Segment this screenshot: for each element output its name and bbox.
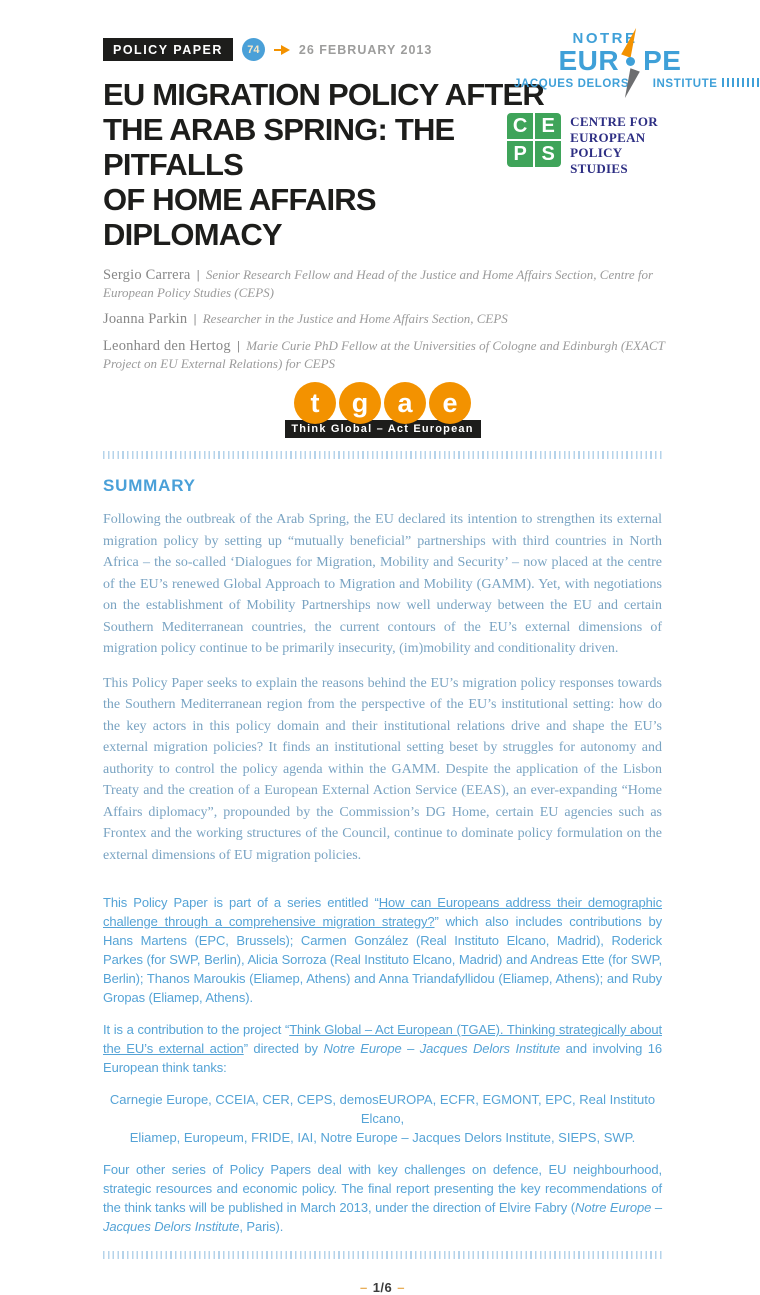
author-separator: | <box>196 267 200 282</box>
jacques-delors-institute-label: JACQUES DELORS INSTITUTE <box>514 78 726 90</box>
author-name: Leonhard den Hertog <box>103 338 231 354</box>
tgae-letter-a: a <box>384 382 426 424</box>
tgae-tagline: Think Global – Act European <box>285 420 481 438</box>
institute-name-italic: Notre Europe – Jacques Delors Institute <box>103 1200 662 1234</box>
series-paragraph-3: Four other series of Policy Papers deal with key challenges on defence, EU neighbourhood, strategic resources and economic policy. The final report presenting the key recommendations of the think tanks will be published in March 2013, under the direction of Elvire Fabry (Notre Europe – Jacques Delors Institute, Paris). <box>103 1162 662 1234</box>
title-line-1: EU MIGRATION POLICY AFTER <box>103 77 544 112</box>
arrow-icon <box>274 45 290 55</box>
footer-dash-right: – <box>397 1280 406 1295</box>
ceps-logo-text: CENTRE FOR EUROPEAN POLICY STUDIES <box>570 114 658 176</box>
author-separator: | <box>237 338 240 353</box>
author-entry <box>103 337 668 372</box>
page-title <box>103 77 548 252</box>
author-entry <box>103 310 668 328</box>
author-separator: | <box>193 311 197 326</box>
author-name: Joanna Parkin <box>103 311 188 327</box>
ceps-logo-square: C E P S <box>507 113 561 167</box>
tgae-letter-t: t <box>294 382 336 424</box>
series-title-link[interactable]: How can Europeans address their demographic challenge through a comprehensive migration strategy? <box>103 895 662 929</box>
think-tanks-line-1: Carnegie Europe, CCEIA, CER, CEPS, demosEUROPA, ECFR, EGMONT, EPC, Real Instituto Elcano, <box>109 1092 656 1126</box>
footer <box>103 1280 662 1295</box>
tgae-logo <box>285 382 481 438</box>
notre-europe-eur: EUR <box>558 45 620 76</box>
author-role: Researcher in the Justice and Home Affairs Section, CEPS <box>202 311 508 326</box>
policy-paper-page <box>18 0 742 1295</box>
think-tanks-list <box>103 1090 662 1147</box>
summary-heading: SUMMARY <box>103 476 196 495</box>
author-role: Marie Curie PhD Fellow at the Universities of Cologne and Edinburgh (EXACT Project on EU External Relations) for CEPS <box>103 338 665 371</box>
notre-europe-logo-top: NOTRE <box>572 30 638 47</box>
title-line-2: THE ARAB SPRING: THE PITFALLS <box>103 112 455 182</box>
issue-number-badge: 74 <box>242 38 265 61</box>
series-paragraph-1: This Policy Paper is part of a series entitled “How can Europeans address their demographic challenge through a comprehensive migration strategy?” which also includes contributions by Hans Martens (EPC, Brussels); Carmen González (Real Instituto Elcano, Madrid), Roderick Parkes (for SWP, Berlin), Alicia Sorroza (Real Instituto Elcano, Madrid) and Andreas Ette (for SWP, Berlin); Thanos Maroukis (Eliamep, Athens) and Anna Triandafyllidou (Eliamep, Athens); and Ruby Gropas (Eliamep, Athens). <box>103 895 662 1005</box>
notre-europe-logo-main <box>514 47 726 75</box>
notre-europe-pe: PE <box>643 45 682 76</box>
compass-icon <box>619 49 643 73</box>
author-role: Senior Research Fellow and Head of the Justice and Home Affairs Section, Centre for European Policy Studies (CEPS) <box>103 267 654 300</box>
notre-europe-logo <box>514 30 726 90</box>
institute-name-italic: Notre Europe – Jacques Delors Institute <box>323 1041 561 1056</box>
tgae-letter-e: e <box>429 382 471 424</box>
tgae-project-link[interactable]: Think Global – Act European (TGAE). Thinking strategically about the EU’s external action <box>103 1022 662 1056</box>
series-paragraph-2: It is a contribution to the project “Think Global – Act European (TGAE). Thinking strategically about the EU’s external action” directed by Notre Europe – Jacques Delors Institute and involving 16 European think tanks: <box>103 1022 662 1075</box>
author-name: Sergio Carrera <box>103 267 191 283</box>
footer-dash-left: – <box>359 1280 368 1295</box>
tgae-logo-circles <box>285 382 481 424</box>
title-line-3: OF HOME AFFAIRS DIPLOMACY <box>103 182 376 252</box>
page-indicator: 1/6 <box>372 1280 393 1295</box>
publication-date: 26 FEBRUARY 2013 <box>298 42 433 57</box>
author-entry <box>103 266 668 301</box>
think-tanks-line-2: Eliamep, Europeum, FRIDE, IAI, Notre Europe – Jacques Delors Institute, SIEPS, SWP. <box>129 1130 636 1145</box>
tgae-letter-g: g <box>339 382 381 424</box>
policy-paper-badge: POLICY PAPER <box>103 38 233 61</box>
summary-paragraph-1: Following the outbreak of the Arab Spring, the EU declared its intention to strengthen its external migration policy by setting up “mutually beneficial” partnerships with third countries in North Africa – the so-called ‘Dialogues for Migration, Mobility and Security’ – now placed at the centre of the EU’s renewed Global Approach to Migration and Mobility (GAMM). Yet, with negotiations on the establishment of Mobility Partnerships now well underway between the EU and certain Southern Mediterranean countries, the current contours of the EU’s external dimensions of migration policy continue to be primarily insecurity, (im)mobility and conditionality driven. <box>103 512 662 656</box>
dashed-divider <box>103 1251 662 1259</box>
authors-block <box>103 266 668 372</box>
tick-bars-icon <box>722 78 760 87</box>
summary-paragraph-2: This Policy Paper seeks to explain the reasons behind the EU’s migration policy responses towards the Southern Mediterranean region from the perspective of the EU’s institutional setting: how do the key actors in this policy domain and their institutional relations drive and shape the EU’s external migration policies? It finds an institutional setting beset by struggles for autonomy and authority to control the policy agenda within the GAMM. Despite the application of the Lisbon Treaty and the creation of a European External Action Service (EEAS), an ever-expanding “Home Affairs diplomacy”, propounded by the Commission’s DG Home, certain EU agencies such as Frontex and the working structures of the Council, continue to dominate policy formulation on the external dimensions of EU migration policies. <box>103 675 662 863</box>
ceps-logo <box>507 113 658 176</box>
dashed-divider <box>103 451 662 459</box>
